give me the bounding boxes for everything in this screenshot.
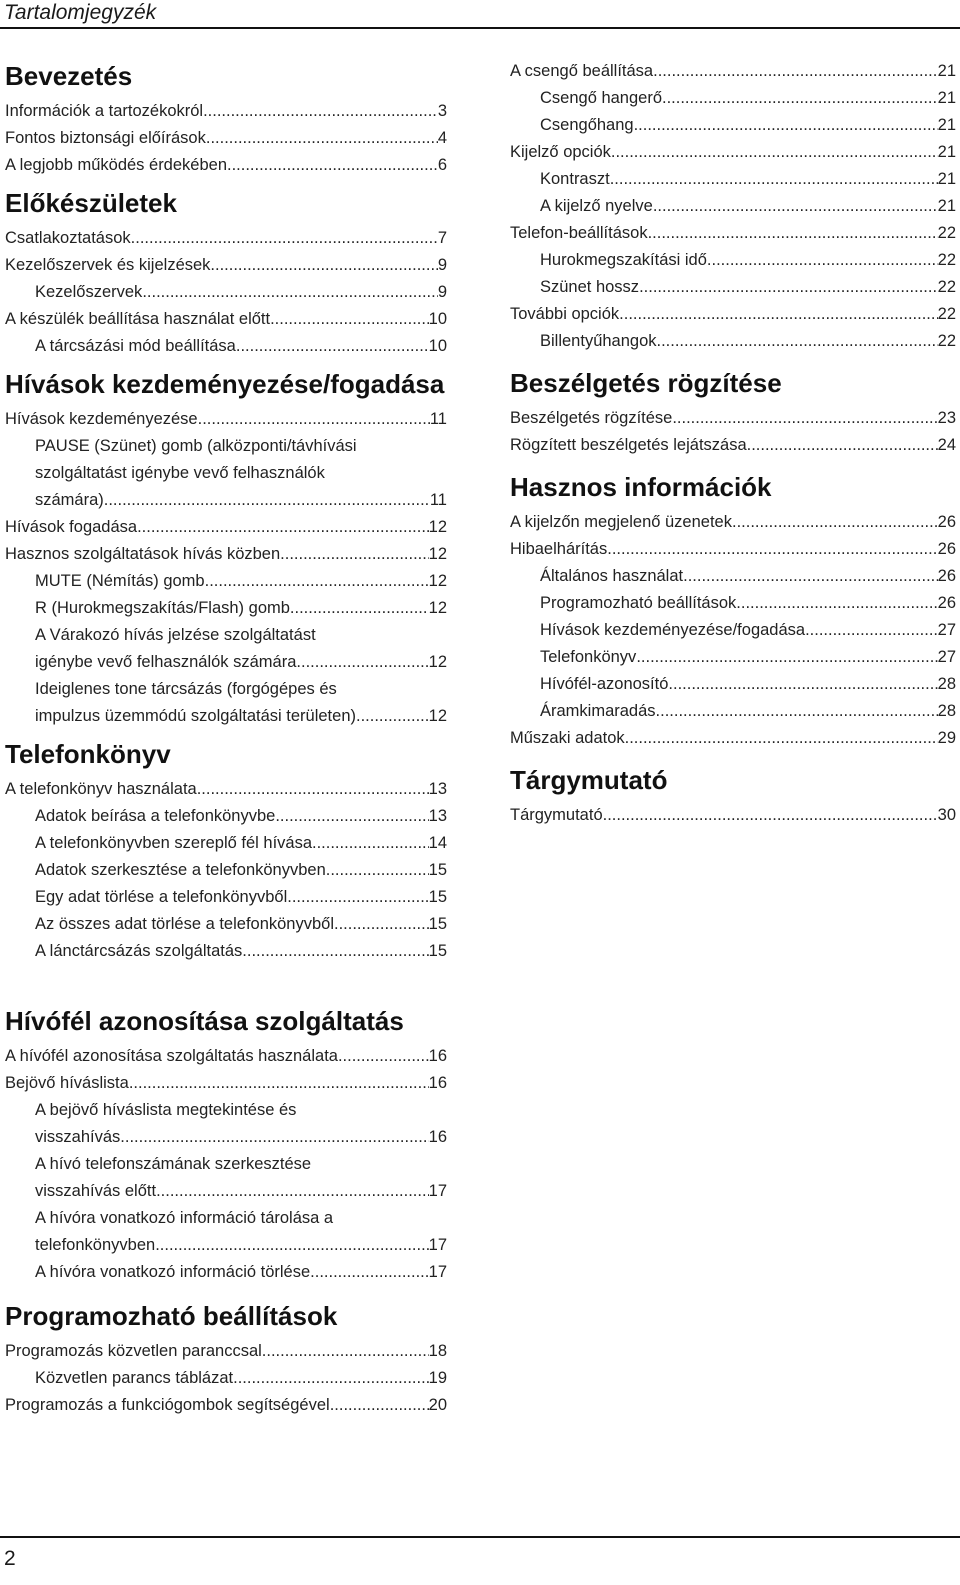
dot-leader (296, 649, 428, 676)
dot-leader (805, 617, 938, 644)
toc-subentry[interactable]: Csengő hangerő ..... 21 (510, 85, 956, 112)
toc-entry[interactable]: Fontos biztonsági előírások ..... 4 (5, 125, 447, 152)
section-title-rogzites: Beszélgetés rögzítése (510, 368, 782, 398)
dot-leader (707, 247, 938, 274)
toc-subentry[interactable]: Telefonkönyv ..... 27 (510, 644, 956, 671)
toc-subentry[interactable]: Egy adat törlése a telefonkönyvből ..... 15 (5, 884, 447, 911)
dot-leader (131, 225, 438, 252)
section-title-hasznos: Hasznos információk (510, 472, 772, 502)
section-title-elokeszuletek: Előkészületek (5, 188, 177, 218)
page-number: 21 (937, 116, 956, 134)
dot-leader (262, 1338, 429, 1365)
toc-subentry[interactable]: Áramkimaradás ..... 28 (510, 698, 956, 725)
dot-leader (156, 1178, 429, 1205)
section-title-hivasok: Hívások kezdeményezése/fogadása (5, 369, 445, 399)
page-number: 9 (437, 283, 447, 301)
toc-subentry[interactable]: R (Hurokmegszakítás/Flash) gomb ..... 12 (5, 595, 447, 622)
dot-leader (653, 193, 938, 220)
dot-leader (338, 1043, 429, 1070)
toc-subentry[interactable]: Hívások kezdeményezése/fogadása ..... 27 (510, 617, 956, 644)
toc-subentry[interactable]: Adatok beírása a telefonkönyvbe ..... 13 (5, 803, 447, 830)
page-number: 13 (428, 780, 447, 798)
toc-subentry[interactable]: PAUSE (Szünet) gomb (alközponti/távhívási szolgáltatást igénybe vevő felhasználók számára) ..... 11 (5, 433, 447, 514)
page-number: 15 (428, 861, 447, 879)
page-number: 9 (437, 256, 447, 274)
page-number: 11 (429, 491, 447, 509)
toc-entry[interactable]: Programozás közvetlen paranccsal ..... 18 (5, 1338, 447, 1365)
toc-subentry[interactable]: Kezelőszervek ..... 9 (5, 279, 447, 306)
toc-entry[interactable]: A legjobb működés érdekében ..... 6 (5, 152, 447, 179)
dot-leader (356, 703, 429, 730)
section-title-hivofel: Hívófél azonosítása szolgáltatás (5, 1006, 404, 1036)
dot-leader (747, 432, 938, 459)
page-number: 12 (428, 572, 447, 590)
toc-subentry[interactable]: Csengőhang ..... 21 (510, 112, 956, 139)
page-number: 18 (428, 1342, 447, 1360)
dot-leader (233, 1365, 429, 1392)
page-number: 30 (937, 806, 956, 824)
page-number: 15 (428, 942, 447, 960)
page-number: 27 (937, 648, 956, 666)
page-number: 26 (937, 567, 956, 585)
toc-subentry[interactable]: Szünet hossz ..... 22 (510, 274, 956, 301)
page-number: 10 (428, 310, 447, 328)
toc-subentry[interactable]: Billentyűhangok ..... 22 (510, 328, 956, 355)
toc-subentry[interactable]: A hívóra vonatkozó információ tárolása a telefonkönyvben ..... 17 (5, 1205, 447, 1259)
page-number: 15 (428, 915, 447, 933)
dot-leader (683, 563, 938, 590)
page-number: 22 (937, 224, 956, 242)
page-number: 24 (937, 436, 956, 454)
dot-leader (672, 405, 937, 432)
dot-leader (639, 274, 938, 301)
dot-leader (205, 568, 429, 595)
toc-subentry[interactable]: Programozható beállítások ..... 26 (510, 590, 956, 617)
dot-leader (280, 541, 428, 568)
toc-subentry[interactable]: A Várakozó hívás jelzése szolgáltatást igénybe vevő felhasználók számára ..... 12 (5, 622, 447, 676)
dot-leader (330, 1392, 429, 1419)
dot-leader (634, 112, 938, 139)
page-number: 12 (428, 707, 447, 725)
page-number: 19 (428, 1369, 447, 1387)
dot-leader (334, 911, 429, 938)
toc-entry[interactable]: Kijelző opciók ..... 21 (510, 139, 956, 166)
toc-subentry[interactable]: Az összes adat törlése a telefonkönyvből ..... 15 (5, 911, 447, 938)
dot-leader (312, 830, 429, 857)
toc-entry[interactable]: Tárgymutató ..... 30 (510, 802, 956, 829)
toc-subentry[interactable]: Hívófél-azonosító ..... 28 (510, 671, 956, 698)
page-number: 22 (937, 251, 956, 269)
toc-subentry[interactable]: A hívóra vonatkozó információ törlése ..... 17 (5, 1259, 447, 1286)
dot-leader (636, 644, 937, 671)
toc-subentry[interactable]: A tárcsázási mód beállítása ..... 10 (5, 333, 447, 360)
dot-leader (662, 85, 938, 112)
toc-subentry[interactable]: MUTE (Némítás) gomb ..... 12 (5, 568, 447, 595)
toc-entry[interactable]: Kezelőszervek és kijelzések ..... 9 (5, 252, 447, 279)
page-number: 21 (937, 89, 956, 107)
toc-entry[interactable]: Műszaki adatok ..... 29 (510, 725, 956, 752)
dot-leader (198, 406, 430, 433)
dot-leader (653, 58, 938, 85)
page-number: 20 (428, 1396, 447, 1414)
dot-leader (657, 328, 938, 355)
section-title-telefonkonyv: Telefonkönyv (5, 739, 171, 769)
footer-page-number: 2 (4, 1547, 16, 1570)
page-number: 16 (428, 1047, 447, 1065)
toc-entry[interactable]: Információk a tartozékokról ..... 3 (5, 98, 447, 125)
dot-leader (656, 698, 938, 725)
page-number: 4 (437, 129, 447, 147)
page-number: 22 (937, 305, 956, 323)
page-number: 21 (937, 197, 956, 215)
page-number: 7 (437, 229, 447, 247)
toc-entry[interactable]: A készülék beállítása használat előtt ..... 10 (5, 306, 447, 333)
page-number: 28 (937, 675, 956, 693)
page-number: 21 (937, 143, 956, 161)
page-number: 26 (937, 594, 956, 612)
toc-entry[interactable]: A kijelzőn megjelenő üzenetek ..... 26 (510, 509, 956, 536)
dot-leader (210, 252, 437, 279)
header-rule (0, 27, 960, 29)
dot-leader (242, 938, 428, 965)
page-number: 10 (428, 337, 447, 355)
page-number: 15 (428, 888, 447, 906)
page-number: 12 (428, 599, 447, 617)
dot-leader (142, 279, 438, 306)
dot-leader (227, 152, 438, 179)
page-number: 17 (428, 1236, 447, 1254)
footer-rule (0, 1536, 960, 1538)
toc-subentry[interactable]: Kontraszt ..... 21 (510, 166, 956, 193)
dot-leader (155, 1232, 428, 1259)
toc-entry[interactable]: A hívófél azonosítása szolgáltatás használata ..... 16 (5, 1043, 447, 1070)
page-number: 3 (437, 102, 447, 120)
page-number: 22 (937, 332, 956, 350)
toc-entry[interactable]: További opciók ..... 22 (510, 301, 956, 328)
toc-entry[interactable]: Programozás a funkciógombok segítségével ..... 20 (5, 1392, 447, 1419)
toc-entry[interactable]: Beszélgetés rögzítése ..... 23 (510, 405, 956, 432)
toc-left-column (5, 46, 447, 1419)
dot-leader (603, 802, 938, 829)
section-title-bevezetes: Bevezetés (5, 61, 133, 91)
toc-entry[interactable]: Bejövő híváslista ..... 16 (5, 1070, 447, 1097)
page-footer (0, 1536, 960, 1585)
dot-leader (287, 884, 428, 911)
page-number: 22 (937, 278, 956, 296)
toc-subentry[interactable]: A kijelző nyelve ..... 21 (510, 193, 956, 220)
dot-leader (648, 220, 938, 247)
dot-leader (607, 536, 937, 563)
dot-leader (206, 125, 438, 152)
dot-leader (270, 306, 429, 333)
page-number: 29 (937, 729, 956, 747)
toc-entry[interactable]: Hívások kezdeményezése ..... 11 (5, 406, 447, 433)
toc-entry[interactable]: Telefon-beállítások ..... 22 (510, 220, 956, 247)
page-number: 12 (428, 653, 447, 671)
page-number: 14 (428, 834, 447, 852)
toc-entry[interactable]: Hívások fogadása ..... 12 (5, 514, 447, 541)
toc-entry[interactable]: Csatlakoztatások ..... 7 (5, 225, 447, 252)
page-number: 16 (428, 1128, 447, 1146)
dot-leader (732, 509, 938, 536)
page-number: 11 (429, 410, 447, 428)
dot-leader (275, 803, 428, 830)
page-number: 13 (428, 807, 447, 825)
dot-leader (310, 1259, 428, 1286)
page-number: 26 (937, 513, 956, 531)
dot-leader (668, 671, 937, 698)
page-number: 16 (428, 1074, 447, 1092)
toc-entry[interactable]: Hibaelhárítás ..... 26 (510, 536, 956, 563)
toc-subentry[interactable]: A bejövő híváslista megtekintése és visszahívás ..... 16 (5, 1097, 447, 1151)
page-number: 23 (937, 409, 956, 427)
section-title-programozhato: Programozható beállítások (5, 1301, 338, 1331)
dot-leader (625, 725, 938, 752)
toc-subentry[interactable]: Adatok szerkesztése a telefonkönyvben ..... 15 (5, 857, 447, 884)
toc-entry[interactable]: Rögzített beszélgetés lejátszása ..... 24 (510, 432, 956, 459)
page-number: 12 (428, 518, 447, 536)
toc-subentry[interactable]: Hurokmegszakítási idő ..... 22 (510, 247, 956, 274)
page-number: 12 (428, 545, 447, 563)
toc-subentry[interactable]: A hívó telefonszámának szerkesztése visszahívás előtt ..... 17 (5, 1151, 447, 1205)
page-number: 17 (428, 1263, 447, 1281)
toc-entry[interactable]: Hasznos szolgáltatások hívás közben ..... 12 (5, 541, 447, 568)
dot-leader (290, 595, 429, 622)
dot-leader (197, 776, 429, 803)
dot-leader (129, 1070, 429, 1097)
dot-leader (611, 139, 938, 166)
page-number: 17 (428, 1182, 447, 1200)
toc-subentry[interactable]: Ideiglenes tone tárcsázás (forgógépes és impulzus üzemmódú szolgáltatási területen) ..... 12 (5, 676, 447, 730)
dot-leader (619, 301, 937, 328)
page-number: 21 (937, 62, 956, 80)
dot-leader (203, 98, 438, 125)
page-number: 21 (937, 170, 956, 188)
page-number: 27 (937, 621, 956, 639)
dot-leader (610, 166, 938, 193)
dot-leader (104, 487, 430, 514)
dot-leader (236, 333, 429, 360)
toc-subentry[interactable]: A telefonkönyvben szereplő fél hívása ..... 14 (5, 830, 447, 857)
dot-leader (120, 1124, 428, 1151)
toc-right-column (510, 58, 956, 829)
dot-leader (326, 857, 429, 884)
toc-entry[interactable]: A csengő beállítása ..... 21 (510, 58, 956, 85)
page-header (0, 0, 960, 28)
dot-leader (736, 590, 937, 617)
toc-subentry[interactable]: Közvetlen parancs táblázat ..... 19 (5, 1365, 447, 1392)
page-number: 26 (937, 540, 956, 558)
section-title-targymutato: Tárgymutató (510, 765, 668, 795)
page-number: 6 (437, 156, 447, 174)
page-number: 28 (937, 702, 956, 720)
toc-entry[interactable]: A telefonkönyv használata ..... 13 (5, 776, 447, 803)
toc-subentry[interactable]: A lánctárcsázás szolgáltatás ..... 15 (5, 938, 447, 965)
toc-title: Tartalomjegyzék (4, 1, 157, 24)
dot-leader (137, 514, 429, 541)
toc-subentry[interactable]: Általános használat ..... 26 (510, 563, 956, 590)
